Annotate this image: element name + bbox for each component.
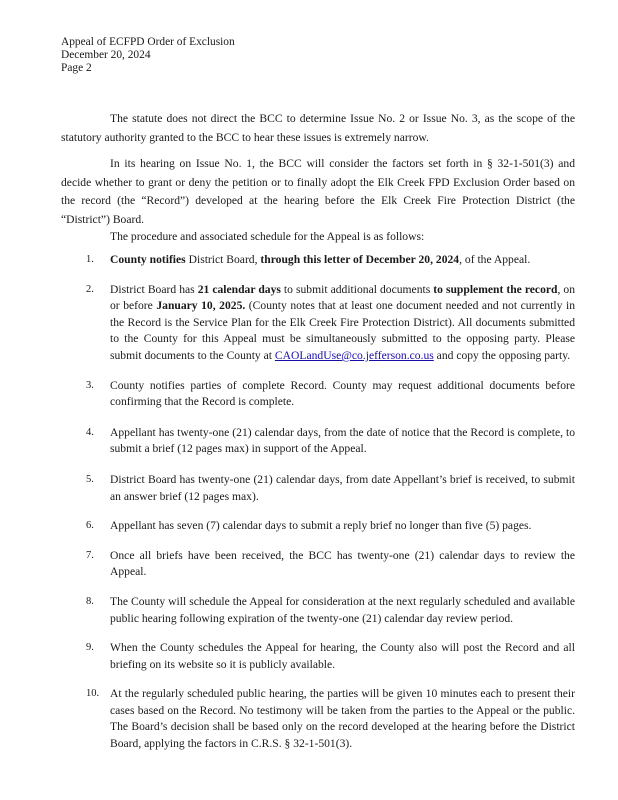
step-number: 9. (86, 642, 94, 654)
paragraph-statute-scope: The statute does not direct the BCC to determine Issue No. 2 or Issue No. 3, as the scope of the statutory authority granted to the BCC to hear these issues is extremely narrow. (61, 112, 575, 144)
step-text: (County notes that at least one document needed and not currently in the Record is the Service Plan for the Elk Creek Fire Protection District). All documents submitted to the County for this Appeal must be simultaneously submitted to the opposing party. Please submit documents to the County at (110, 299, 575, 362)
letter-header (61, 36, 235, 75)
step-text: District Board has twenty-one (21) calendar days, from date Appellant’s brief is received, to submit an answer brief (12 pages max). (110, 472, 575, 503)
step-text: When the County schedules the Appeal for hearing, the County also will post the Record and all briefing on its website so it is publicly available. (110, 641, 575, 671)
procedure-step-9 (86, 640, 575, 673)
step-number: 5. (86, 473, 94, 485)
step-number: 2. (86, 283, 94, 295)
step-bold-text: County notifies (110, 253, 186, 266)
procedure-step-5 (86, 472, 575, 505)
step-bold-text: through this letter of December 20, 2024 (260, 253, 460, 266)
paragraph-procedure-intro: The procedure and associated schedule for the Appeal is as follows: (110, 230, 425, 243)
procedure-step-3 (86, 378, 575, 411)
step-number: 3. (86, 379, 94, 391)
step-text: At the regularly scheduled public hearing, the parties will be given 10 minutes each to present their cases based on the Record. No testimony will be taken from the parties to the Appeal or the public. The Board’s decision shall be based only on the record developed at the hearing before the District Board, applying the factors in C.R.S. § 32-1-501(3). (110, 687, 575, 751)
step-text: District Board, (185, 253, 261, 266)
procedure-step-2 (86, 282, 575, 365)
step-number: 6. (86, 520, 94, 532)
procedure-steps-list (86, 252, 575, 753)
step-text: Appellant has twenty-one (21) calendar days, from the date of notice that the Record is complete, to submit a brief (12 pages max) in support of the Appeal. (110, 425, 575, 456)
procedure-step-6 (86, 518, 575, 535)
step-text: District Board has (110, 282, 198, 296)
step-text: County notifies parties of complete Record. County may request additional documents before confirming that the Record is complete. (110, 378, 575, 409)
step-bold-text: 21 calendar days (197, 282, 281, 296)
step-text: , of the Appeal. (459, 253, 531, 266)
step-number: 1. (86, 254, 94, 265)
paragraph-hearing-issue-1: In its hearing on Issue No. 1, the BCC will consider the factors set forth in § 32-1-501(3) and decide whether to grant or deny the petition or to finally adopt the Elk Creek FPD Exclusion Order based on the record (the “Record”) developed at the hearing before the Elk Creek Fire Protection District (the “District”) Board. (61, 157, 575, 226)
header-subject: Appeal of ECFPD Order of Exclusion (61, 36, 235, 48)
step-number: 4. (86, 426, 94, 438)
procedure-step-4 (86, 425, 575, 458)
step-text: to submit additional documents (280, 282, 434, 296)
step-text: , on or before (110, 282, 576, 313)
procedure-step-8 (86, 594, 575, 627)
step-bold-text: to supplement the record (433, 282, 558, 296)
step-number: 8. (86, 595, 94, 607)
header-date: December 20, 2024 (61, 49, 151, 61)
step-number: 7. (86, 549, 94, 561)
email-link[interactable]: CAOLandUse@co.jefferson.co.us (274, 348, 434, 362)
step-text: The County will schedule the Appeal for consideration at the next regularly scheduled and available public hearing following expiration of the twenty-one (21) calendar day review period. (110, 594, 575, 625)
step-number: 10. (86, 688, 100, 700)
step-bold-text: January 10, 2025. (156, 299, 246, 313)
procedure-step-10 (86, 686, 575, 752)
procedure-step-1 (86, 252, 575, 269)
step-text: Appellant has seven (7) calendar days to submit a reply brief no longer than five (5) pages. (110, 519, 532, 533)
step-text: Once all briefs have been received, the BCC has twenty-one (21) calendar days to review the Appeal. (110, 548, 575, 579)
procedure-step-7 (86, 548, 575, 581)
header-page-number: Page 2 (61, 62, 92, 74)
step-text: and copy the opposing party. (433, 348, 571, 362)
